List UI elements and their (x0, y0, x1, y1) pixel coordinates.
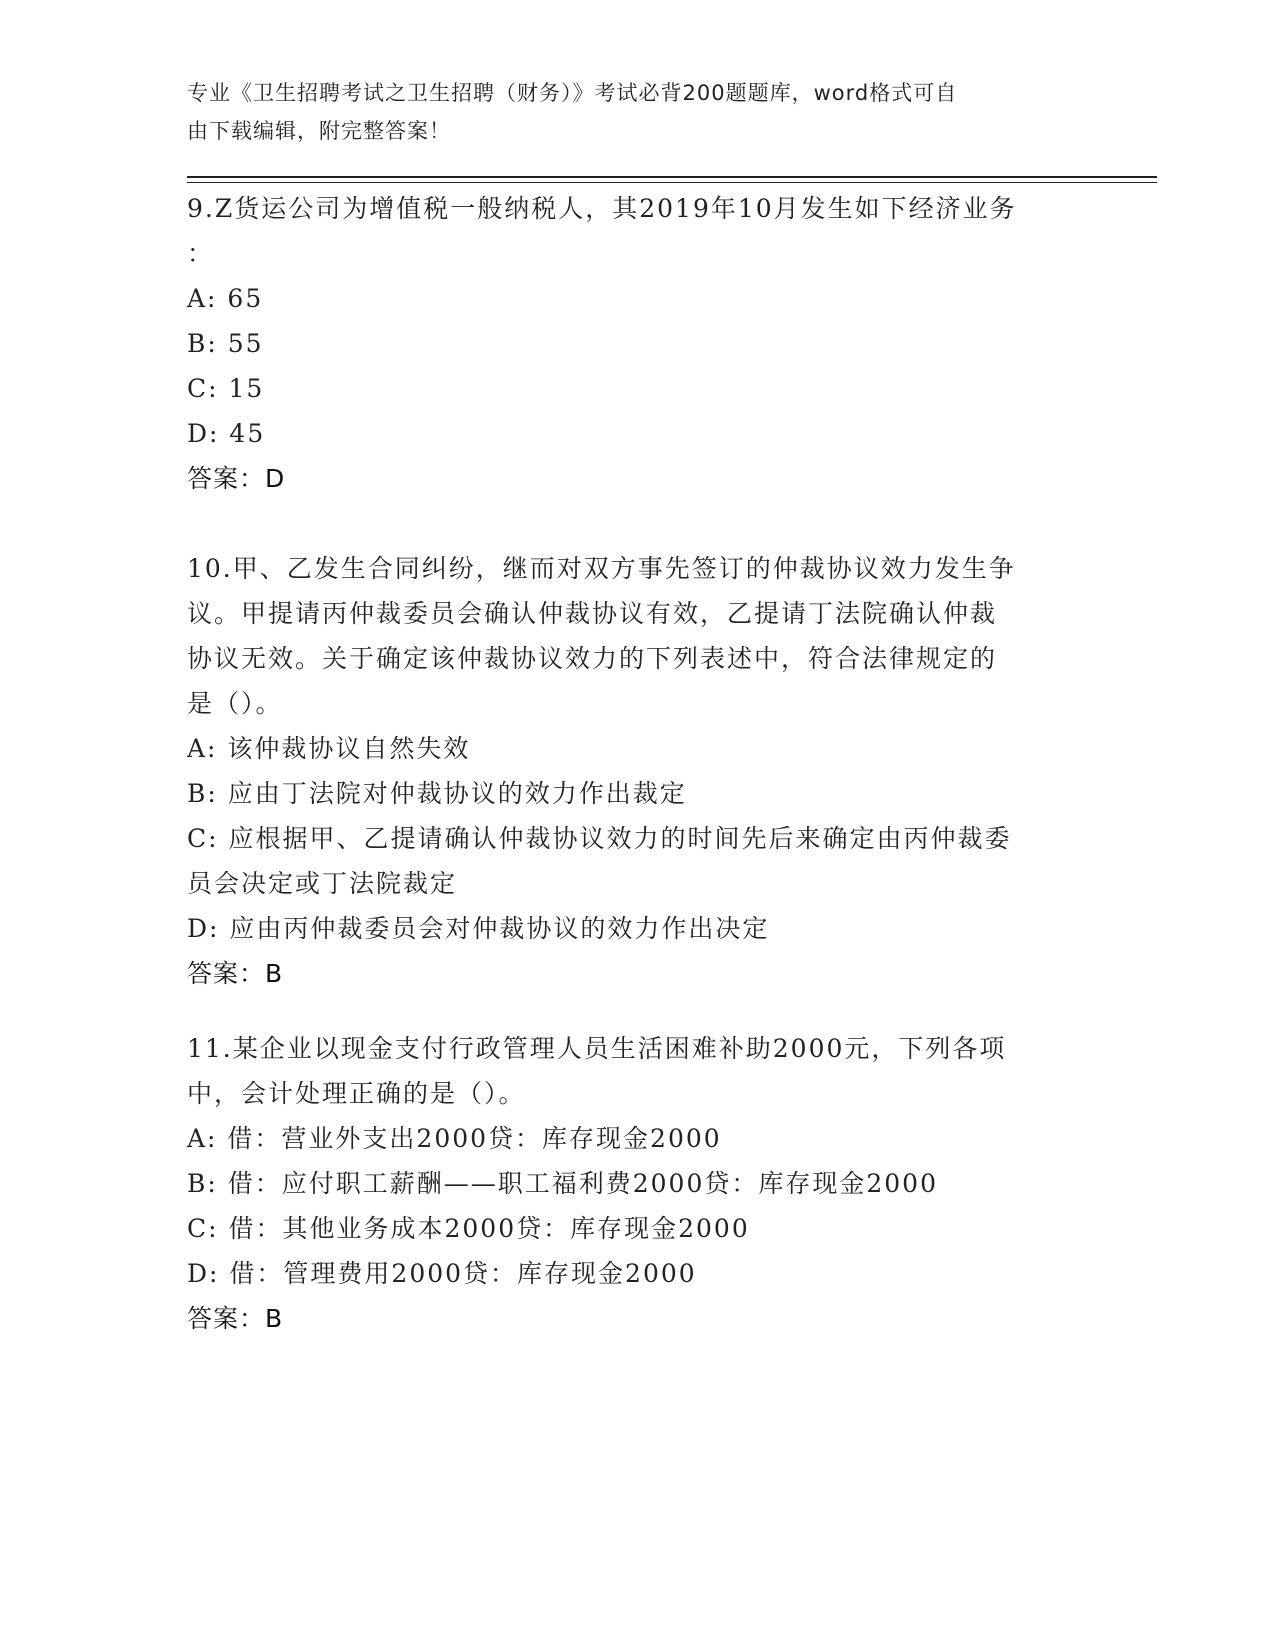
option-c: C: 借：其他业务成本2000贷：库存现金2000 (187, 1214, 750, 1243)
option-d: D: 借：管理费用2000贷：库存现金2000 (187, 1259, 697, 1288)
question-9 (187, 186, 1087, 501)
option-c: C: 应根据甲、乙提请确认仲裁协议效力的时间先后来确定由丙仲裁委 (187, 824, 1012, 853)
question-10 (187, 546, 1087, 996)
answer: 答案：D (187, 464, 286, 493)
question-stem-line: 11.某企业以现金支付行政管理人员生活困难补助2000元，下列各项 (187, 1034, 1007, 1063)
option-d: D: 应由丙仲裁委员会对仲裁协议的效力作出决定 (187, 914, 770, 943)
answer: 答案：B (187, 1304, 284, 1333)
document-header (187, 74, 1087, 150)
option-d: D: 45 (187, 419, 266, 448)
question-11 (187, 1026, 1087, 1341)
option-a: A: 借：营业外支出2000贷：库存现金2000 (187, 1124, 722, 1153)
question-stem-line: 议。甲提请丙仲裁委员会确认仲裁协议有效，乙提请丁法院确认仲裁 (187, 599, 998, 628)
question-stem-line: 协议无效。关于确定该仲裁协议效力的下列表述中，符合法律规定的 (187, 644, 998, 673)
header-divider-thin (187, 182, 1157, 183)
question-stem-line: ： (187, 239, 215, 268)
header-line-1: 专业《卫生招聘考试之卫生招聘（财务）》考试必背200题题库，word格式可自 (187, 81, 958, 105)
option-c: C: 15 (187, 374, 265, 403)
answer: 答案：B (187, 959, 284, 988)
question-stem-line: 10.甲、乙发生合同纠纷，继而对双方事先签订的仲裁协议效力发生争 (187, 554, 1016, 583)
option-b: B: 应由丁法院对仲裁协议的效力作出裁定 (187, 779, 687, 808)
header-line-2: 由下载编辑，附完整答案！ (187, 119, 451, 143)
option-c-continued: 员会决定或丁法院裁定 (187, 869, 458, 898)
question-stem-line: 9.Z货运公司为增值税一般纳税人，其2019年10月发生如下经济业务 (187, 194, 1017, 223)
option-b: B: 55 (187, 329, 264, 358)
option-b: B: 借：应付职工薪酬——职工福利费2000贷：库存现金2000 (187, 1169, 938, 1198)
option-a: A: 该仲裁协议自然失效 (187, 734, 471, 763)
question-stem-line: 是（）。 (187, 689, 283, 718)
header-divider-thick (187, 176, 1157, 178)
question-stem-line: 中，会计处理正确的是（）。 (187, 1079, 526, 1108)
option-a: A: 65 (187, 284, 264, 313)
